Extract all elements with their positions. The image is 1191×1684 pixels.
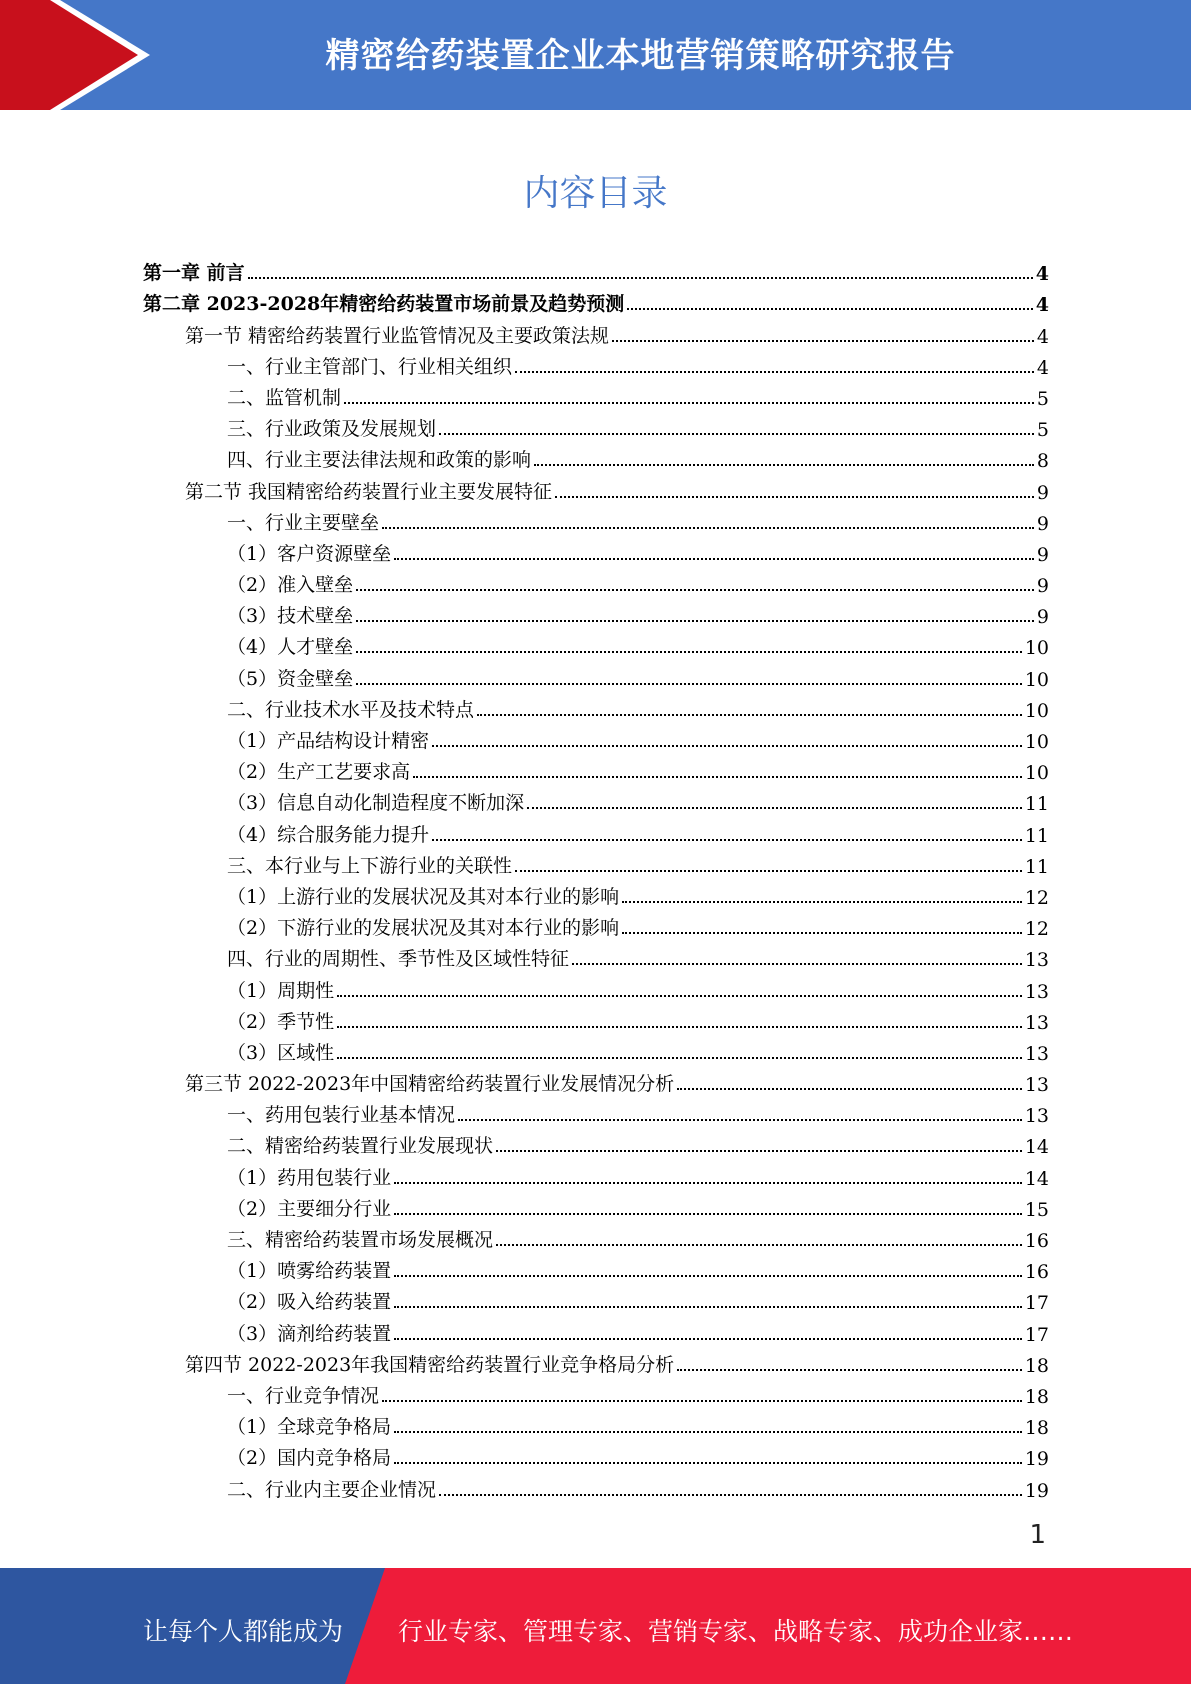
toc-dot-leader xyxy=(344,402,1034,404)
toc-entry-page: 13 xyxy=(1024,980,1049,1003)
toc-entry[interactable] xyxy=(143,1254,1049,1285)
toc-entry-page: 5 xyxy=(1036,419,1049,442)
toc-entry-page: 16 xyxy=(1024,1261,1049,1284)
toc-entry-label: （2）生产工艺要求高 xyxy=(227,761,411,784)
toc-dot-leader xyxy=(337,1057,1022,1059)
toc-entry-label: （2）季节性 xyxy=(227,1010,335,1033)
toc-entry[interactable] xyxy=(143,786,1049,817)
toc-entry-label: （1）药用包装行业 xyxy=(227,1166,392,1189)
toc-dot-leader xyxy=(382,527,1034,529)
toc-entry-label: 二、行业内主要企业情况 xyxy=(227,1478,437,1501)
toc-entry[interactable] xyxy=(143,1129,1049,1160)
toc-entry-page: 9 xyxy=(1036,512,1049,535)
toc-entry[interactable] xyxy=(143,568,1049,599)
toc-entry-page: 5 xyxy=(1036,387,1049,410)
toc-entry-page: 4 xyxy=(1036,356,1049,379)
toc-entry-page: 13 xyxy=(1024,1105,1049,1128)
report-title: 精密给药装置企业本地营销策略研究报告 xyxy=(325,36,956,76)
toc-entry[interactable] xyxy=(143,1160,1049,1191)
toc-entry[interactable] xyxy=(143,817,1049,848)
toc-entry[interactable] xyxy=(143,443,1049,474)
toc-entry-label: 三、行业政策及发展规划 xyxy=(227,418,437,441)
toc-dot-leader xyxy=(622,901,1022,903)
toc-entry-page: 4 xyxy=(1035,294,1049,317)
toc-entry[interactable] xyxy=(143,849,1049,880)
toc-entry-page: 9 xyxy=(1036,606,1049,629)
toc-entry-page: 10 xyxy=(1024,699,1049,722)
toc-entry-label: （2）国内竞争格局 xyxy=(227,1447,392,1470)
toc-entry[interactable] xyxy=(143,474,1049,505)
toc-entry-label: 一、行业竞争情况 xyxy=(227,1384,380,1407)
toc-entry-label: （3）技术壁垒 xyxy=(227,605,354,628)
footer-slogan-left: 让每个人都能成为 xyxy=(143,1617,344,1646)
toc-entry[interactable] xyxy=(143,1067,1049,1098)
toc-entry[interactable] xyxy=(143,318,1049,349)
toc-entry-page: 13 xyxy=(1024,1074,1049,1097)
toc-dot-leader xyxy=(458,1119,1022,1121)
toc-entry-label: 四、行业的周期性、季节性及区域性特征 xyxy=(227,948,570,971)
toc-entry[interactable] xyxy=(143,693,1049,724)
toc-entry-page: 14 xyxy=(1024,1136,1049,1159)
toc-entry-page: 10 xyxy=(1024,668,1049,691)
toc-entry-page: 4 xyxy=(1035,263,1049,286)
toc-entry-label: 第二节 我国精密给药装置行业主要发展特征 xyxy=(185,480,553,503)
toc-entry[interactable] xyxy=(143,1316,1049,1347)
toc-entry[interactable] xyxy=(143,350,1049,381)
toc-entry-page: 13 xyxy=(1024,1042,1049,1065)
toc-entry-page: 11 xyxy=(1024,855,1049,878)
toc-entry[interactable] xyxy=(143,506,1049,537)
toc-entry[interactable] xyxy=(143,942,1049,973)
toc-entry[interactable] xyxy=(143,1036,1049,1067)
toc-dot-leader xyxy=(413,776,1022,778)
toc-entry[interactable] xyxy=(143,1410,1049,1441)
toc-entry-page: 18 xyxy=(1024,1417,1049,1440)
toc-dot-leader xyxy=(572,963,1022,965)
toc-dot-leader xyxy=(534,464,1034,466)
toc-entry-label: 第二章 2023-2028年精密给药装置市场前景及趋势预测 xyxy=(143,293,625,316)
page-footer xyxy=(0,1568,1191,1684)
toc-entry[interactable] xyxy=(143,1223,1049,1254)
toc-entry[interactable] xyxy=(143,755,1049,786)
toc-dot-leader xyxy=(356,683,1022,685)
toc-dot-leader xyxy=(382,1400,1022,1402)
toc-dot-leader xyxy=(394,1306,1022,1308)
toc-dot-leader xyxy=(356,589,1034,591)
toc-entry-page: 13 xyxy=(1024,1011,1049,1034)
toc-entry-label: 二、行业技术水平及技术特点 xyxy=(227,698,475,721)
toc-dot-leader xyxy=(439,1494,1022,1496)
toc-dot-leader xyxy=(477,714,1022,716)
toc-dot-leader xyxy=(432,839,1022,841)
toc-entry-page: 18 xyxy=(1024,1385,1049,1408)
toc-dot-leader xyxy=(337,995,1022,997)
toc-entry[interactable] xyxy=(143,1379,1049,1410)
toc-entry-label: （1）喷雾给药装置 xyxy=(227,1260,392,1283)
toc-entry[interactable] xyxy=(143,911,1049,942)
toc-entry-label: 三、精密给药装置市场发展概况 xyxy=(227,1229,494,1251)
toc-entry-page: 10 xyxy=(1024,762,1049,785)
toc-dot-leader xyxy=(394,1431,1022,1433)
toc-entry-page: 12 xyxy=(1024,918,1049,941)
toc-entry-page: 12 xyxy=(1024,886,1049,909)
toc-dot-leader xyxy=(394,1462,1022,1464)
toc-entry[interactable] xyxy=(143,1005,1049,1036)
toc-entry-page: 10 xyxy=(1024,637,1049,660)
toc-entry-page: 4 xyxy=(1036,325,1049,348)
toc-entry[interactable] xyxy=(143,287,1049,318)
toc-entry-page: 9 xyxy=(1036,575,1049,598)
toc-entry-page: 19 xyxy=(1024,1448,1049,1471)
toc-entry-label: 一、行业主管部门、行业相关组织 xyxy=(227,355,513,378)
toc-entry-label: （2）主要细分行业 xyxy=(227,1197,392,1220)
toc-dot-leader xyxy=(496,1150,1022,1152)
footer-slogan-right: 行业专家、管理专家、营销专家、战略专家、成功企业家…… xyxy=(398,1617,1074,1646)
toc-entry[interactable] xyxy=(143,412,1049,443)
toc-entry-label: （1）产品结构设计精密 xyxy=(227,730,430,752)
toc-entry[interactable] xyxy=(143,537,1049,568)
toc-dot-leader xyxy=(612,340,1034,342)
toc-entry-page: 11 xyxy=(1024,824,1049,847)
toc-entry-page: 9 xyxy=(1036,543,1049,566)
toc-entry-label: （3）区域性 xyxy=(227,1041,335,1064)
toc-dot-leader xyxy=(432,745,1022,747)
toc-dot-leader xyxy=(248,277,1033,279)
toc-entry-label: 二、精密给药装置行业发展现状 xyxy=(227,1135,494,1158)
toc-entry-label: 二、监管机制 xyxy=(227,386,342,409)
toc-entry-label: 第四节 2022-2023年我国精密给药装置行业竞争格局分析 xyxy=(185,1353,675,1376)
toc-entry[interactable] xyxy=(143,1348,1049,1379)
toc-entry-page: 18 xyxy=(1024,1354,1049,1377)
toc-dot-leader xyxy=(356,651,1022,653)
toc-dot-leader xyxy=(622,932,1022,934)
toc-entry-label: （1）上游行业的发展状况及其对本行业的影响 xyxy=(227,885,620,908)
toc-dot-leader xyxy=(515,371,1034,373)
toc-dot-leader xyxy=(394,1338,1022,1340)
toc-entry-label: （4）综合服务能力提升 xyxy=(227,823,430,846)
toc-entry[interactable] xyxy=(143,1098,1049,1129)
toc-entry-page: 16 xyxy=(1024,1230,1049,1252)
toc-entry[interactable] xyxy=(143,381,1049,412)
toc-entry-page: 17 xyxy=(1024,1292,1049,1315)
toc-dot-leader xyxy=(496,1244,1022,1246)
toc-heading: 内容目录 xyxy=(523,173,668,214)
toc-entry[interactable] xyxy=(143,880,1049,911)
toc-entry-page: 8 xyxy=(1036,450,1049,473)
toc-dot-leader xyxy=(394,1213,1022,1215)
toc-entry-page: 14 xyxy=(1024,1167,1049,1190)
toc-entry-label: （5）资金壁垒 xyxy=(227,667,354,690)
toc-entry-label: （3）信息自动化制造程度不断加深 xyxy=(227,792,525,815)
toc-entry[interactable] xyxy=(143,973,1049,1004)
toc-entry-label: 第一章 前言 xyxy=(143,262,245,285)
toc-entry-label: 一、行业主要壁垒 xyxy=(227,511,380,534)
toc-entry-label: 第三节 2022-2023年中国精密给药装置行业发展情况分析 xyxy=(185,1073,675,1096)
toc-entry-page: 11 xyxy=(1024,793,1049,816)
toc-entry-page: 17 xyxy=(1024,1323,1049,1346)
toc-entry[interactable] xyxy=(143,1285,1049,1316)
toc-dot-leader xyxy=(394,1182,1022,1184)
toc-entry[interactable] xyxy=(143,1441,1049,1472)
toc-entry-label: 一、药用包装行业基本情况 xyxy=(227,1104,456,1127)
toc-entry-label: （1）全球竞争格局 xyxy=(227,1416,392,1439)
toc-entry-label: （3）滴剂给药装置 xyxy=(227,1322,392,1345)
toc-entry[interactable] xyxy=(143,1472,1049,1503)
page-header xyxy=(0,0,1191,110)
toc-entry-label: （4）人才壁垒 xyxy=(227,636,354,659)
toc-entry-page: 10 xyxy=(1024,731,1049,753)
toc-dot-leader xyxy=(356,620,1034,622)
toc-dot-leader xyxy=(627,308,1033,310)
toc-dot-leader xyxy=(337,1026,1022,1028)
toc-entry-label: （2）下游行业的发展状况及其对本行业的影响 xyxy=(227,917,620,940)
toc-entry-label: 三、本行业与上下游行业的关联性 xyxy=(227,854,513,877)
toc-entry-label: 四、行业主要法律法规和政策的影响 xyxy=(227,449,532,472)
toc-dot-leader xyxy=(394,1275,1022,1277)
toc-entry-page: 19 xyxy=(1024,1479,1049,1502)
toc-entry-label: （1）客户资源壁垒 xyxy=(227,542,392,565)
toc-entry-label: （1）周期性 xyxy=(227,979,335,1002)
toc-dot-leader xyxy=(527,807,1022,809)
toc-entry-label: （2）准入壁垒 xyxy=(227,574,354,597)
toc-entry[interactable] xyxy=(143,630,1049,661)
toc-dot-leader xyxy=(394,558,1034,560)
toc-entry[interactable] xyxy=(143,256,1049,287)
toc-dot-leader xyxy=(677,1369,1022,1371)
table-of-contents xyxy=(143,256,1049,1504)
toc-entry[interactable] xyxy=(143,599,1049,630)
toc-dot-leader xyxy=(555,496,1034,498)
toc-entry-label: （2）吸入给药装置 xyxy=(227,1291,392,1314)
toc-dot-leader xyxy=(677,1088,1022,1090)
toc-entry-page: 13 xyxy=(1024,949,1049,972)
toc-entry-page: 9 xyxy=(1036,481,1049,504)
toc-entry[interactable] xyxy=(143,1192,1049,1223)
toc-dot-leader xyxy=(439,433,1034,435)
toc-dot-leader xyxy=(515,870,1022,872)
toc-entry-page: 15 xyxy=(1024,1198,1049,1221)
toc-entry[interactable] xyxy=(143,661,1049,692)
toc-entry-label: 第一节 精密给药装置行业监管情况及主要政策法规 xyxy=(185,324,610,347)
page-number: 1 xyxy=(1029,1520,1046,1550)
toc-entry[interactable] xyxy=(143,724,1049,755)
